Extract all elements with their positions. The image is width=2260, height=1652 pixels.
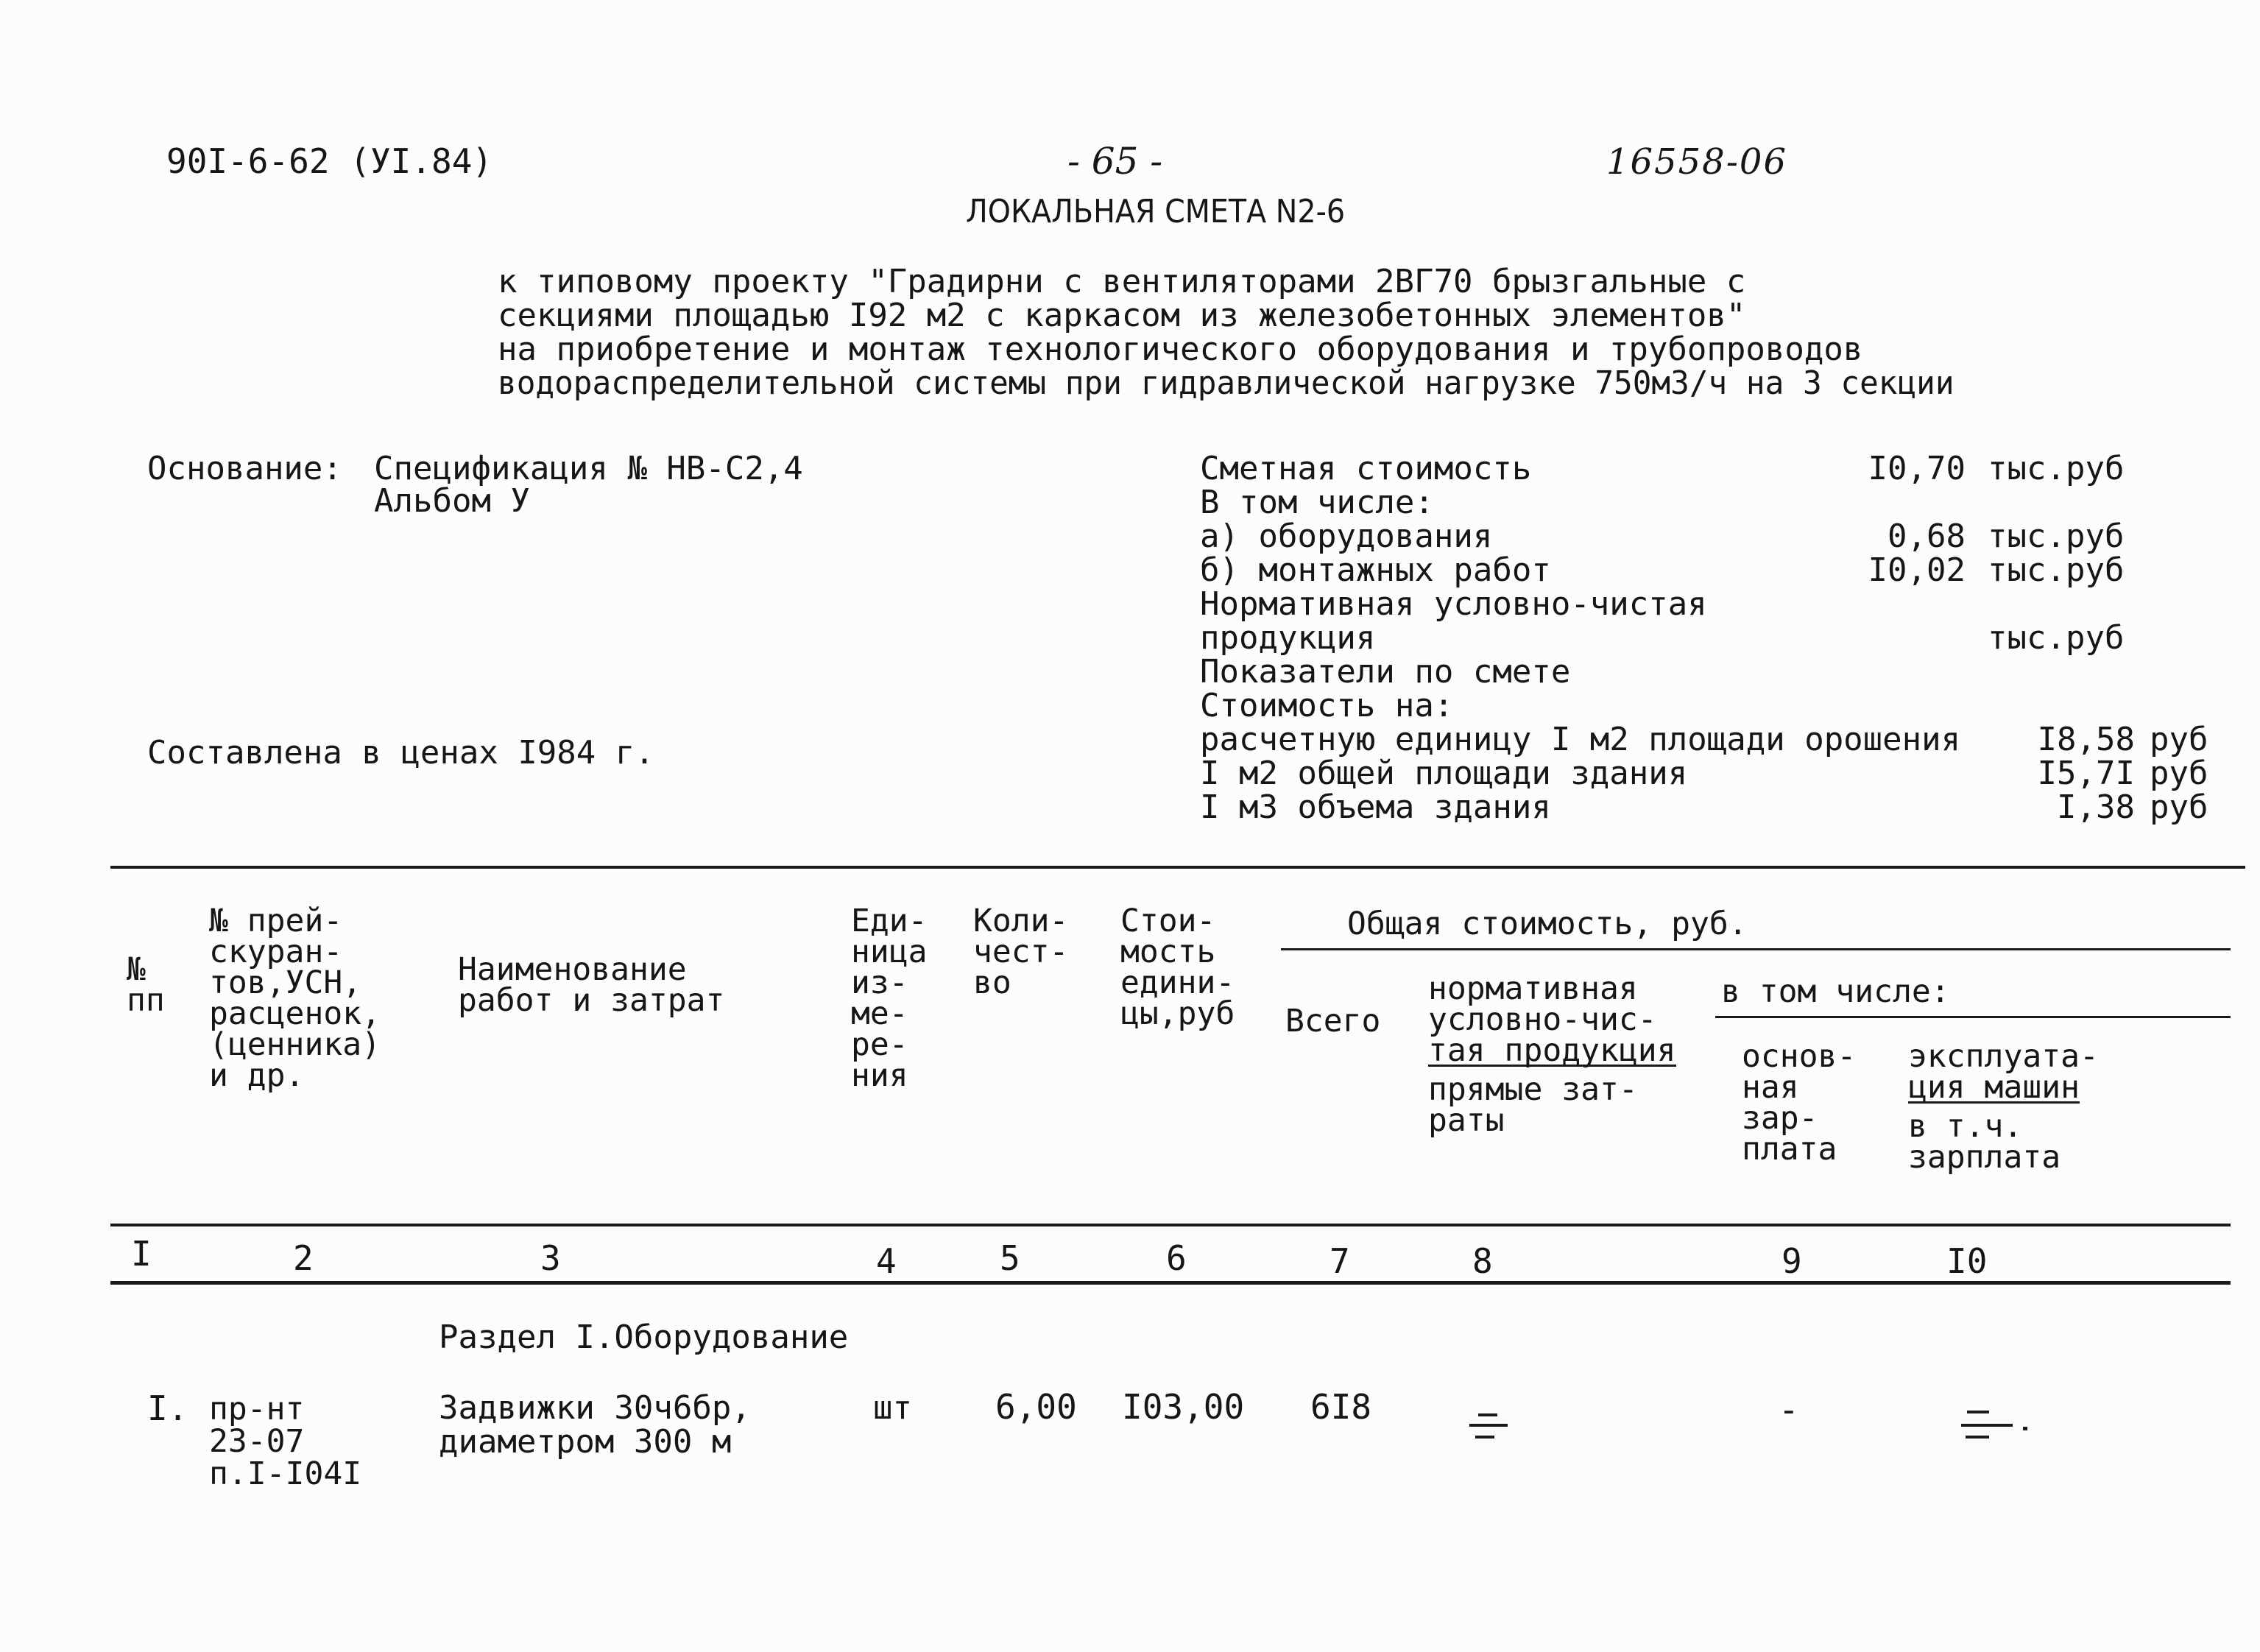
col-header-including: в том числе: [1721,973,1950,1010]
installation-unit: тыс.руб [1988,551,2125,589]
total-cost-rule [1281,948,2231,950]
col-header-ref: № прей- скуран- тов,УСН, расценок, (ценника) и др. [209,903,381,1094]
basis-spec: Спецификация № НВ-С2,4 [374,450,803,487]
table-top-rule [110,866,2245,869]
col-header-normative: нормативная условно-чис- тая продукция прямые зат- раты [1428,970,1676,1139]
page-number: - 65 - [1067,140,1163,183]
per-irrigation-label: расчетную единицу I м2 площади орошения [1200,721,1961,758]
normative-unit: тыс.руб [1988,619,2125,657]
description-line: к типовому проекту "Градирни с вентиляторами 2ВГ70 брызгальные с [498,263,1746,300]
column-number: 6 [1166,1238,1187,1278]
row-col9-dash: - [1779,1390,1799,1430]
including-label: В том числе: [1200,484,1434,521]
column-numbers-rule [110,1281,2231,1285]
row-name: Задвижки 30ч6бр, диаметром 300 м [439,1389,751,1461]
equipment-value: 0,68 [1888,518,1966,555]
column-number: I0 [1946,1241,1988,1281]
description-line: водораспределительной системы при гидравлической нагрузке 750м3/ч на 3 секции [498,364,1954,402]
including-rule [1715,1016,2231,1018]
description-line: секциями площадью I92 м2 с каркасом из железобетонных элементов" [498,297,1746,334]
cost-per-label: Стоимость на: [1200,687,1454,724]
row-number: I. [147,1388,188,1428]
equipment-label: а) оборудования [1200,518,1493,555]
col-header-unit: Еди- ница из- ме- ре- ния [851,903,928,1094]
col-header-machines: эксплуата- ция машин в т.ч. зарплата [1908,1038,2099,1176]
row-quantity: 6,00 [995,1387,1077,1427]
col-header-num: № пп [127,951,165,1019]
column-number: 2 [293,1238,314,1278]
estimated-cost-value: I0,70 [1868,450,1966,487]
column-number: I [131,1234,152,1274]
row-unit-cost: I03,00 [1122,1387,1245,1427]
col-header-total-cost: Общая стоимость, руб. [1347,906,1748,942]
indicators-label: Показатели по смете [1200,653,1571,691]
installation-label: б) монтажных работ [1200,551,1551,589]
col-header-total: Всего [1285,1003,1381,1039]
per-irrigation-value: I8,58 [2037,721,2135,758]
description-line: на приобретение и монтаж технологического оборудования и трубопроводов [498,331,1863,368]
per-volume-value: I,38 [2057,788,2135,826]
column-number: 9 [1781,1241,1802,1281]
per-irrigation-unit: руб [2150,721,2208,758]
per-area-label: I м2 общей площади здания [1200,755,1688,792]
column-number: 4 [876,1241,897,1281]
column-number: 7 [1329,1241,1350,1281]
prices-year: Составлена в ценах I984 г. [147,734,654,772]
row-reference: пр-нт 23-07 п.I-I04I [209,1391,362,1492]
col-header-unit-cost: Стои- мость едини- цы,руб [1120,903,1235,1032]
document-title: ЛОКАЛЬНАЯ СМЕТА N2-6 [966,193,1346,230]
equipment-unit: тыс.руб [1988,518,2125,555]
column-number: 8 [1472,1241,1493,1281]
section-title: Раздел I.Оборудование [439,1319,849,1356]
estimated-cost-label: Сметная стоимость [1200,450,1532,487]
row-unit: шт [873,1389,912,1427]
normative-label-2: продукция [1200,619,1376,657]
per-volume-label: I м3 объема здания [1200,788,1551,826]
estimated-cost-unit: тыс.руб [1988,450,2125,487]
column-number: 3 [540,1238,561,1278]
basis-label: Основание: [147,450,342,487]
normative-label: Нормативная условно-чистая [1200,585,1707,623]
document-number: 16558-06 [1606,141,1787,183]
col-header-base-salary: основ- ная зар- плата [1742,1038,1857,1168]
basis-album: Альбом У [374,482,530,520]
row-total: 6I8 [1310,1387,1372,1427]
column-number: 5 [1000,1238,1020,1278]
col-header-name: Наименование работ и затрат [458,951,725,1019]
document-code: 90I-6-62 (УI.84) [166,141,493,181]
per-area-value: I5,7I [2037,755,2135,792]
installation-value: I0,02 [1868,551,1966,589]
per-area-unit: руб [2150,755,2208,792]
per-volume-unit: руб [2150,788,2208,826]
header-bottom-rule [110,1224,2231,1226]
col-header-qty: Коли- чест- во [973,903,1069,1001]
